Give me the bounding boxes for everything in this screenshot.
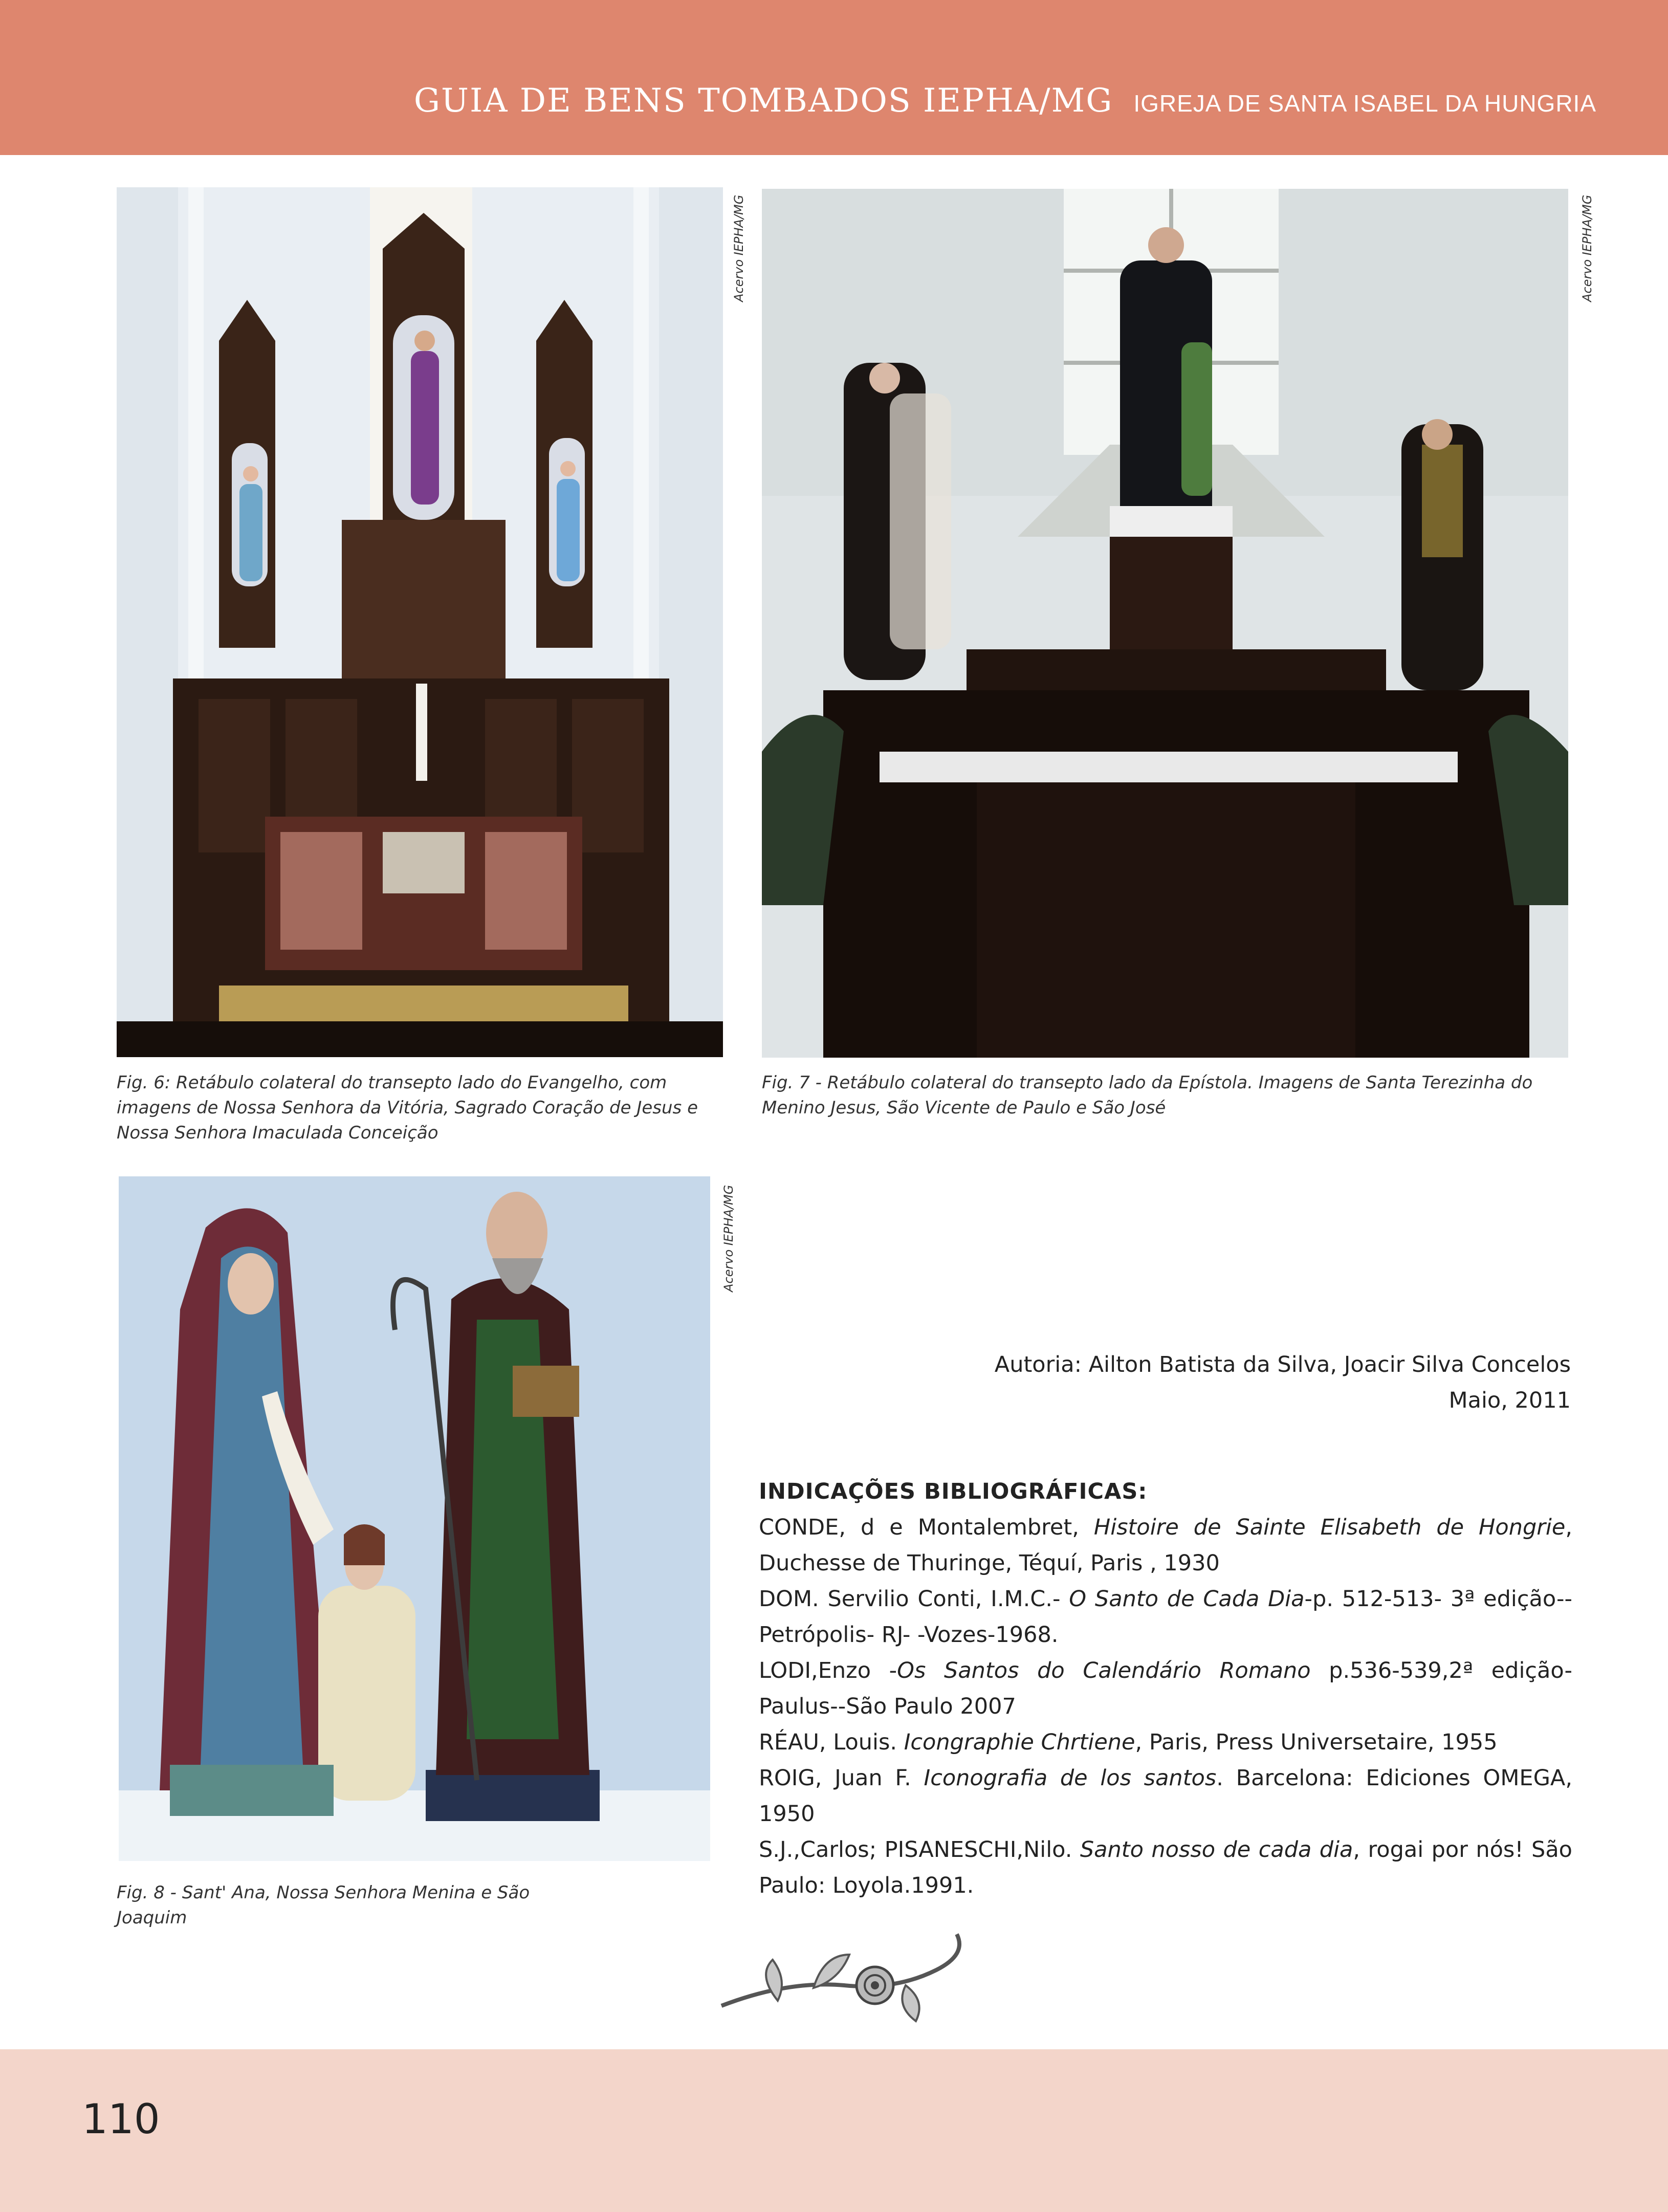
bibliography-heading: INDICAÇÕES BIBLIOGRÁFICAS: bbox=[759, 1479, 1148, 1504]
fig6-credit: Acervo IEPHA/MG bbox=[732, 194, 746, 302]
bibliography-entry: CONDE, d e Montalembret, Histoire de Sainte Elisabeth de Hongrie, Duchesse de Thuringe, Téquí, Paris , 1930 bbox=[759, 1515, 1572, 1576]
church-title: IGREJA DE SANTA ISABEL DA HUNGRIA bbox=[1133, 90, 1596, 117]
authorship-authors: Autoria: Ailton Batista da Silva, Joacir Silva Concelos bbox=[994, 1352, 1571, 1377]
fig8-photo bbox=[119, 1176, 710, 1861]
bibliography-entry: ROIG, Juan F. Iconografia de los santos. Barcelona: Ediciones OMEGA, 1950 bbox=[759, 1765, 1572, 1827]
authorship bbox=[995, 1347, 1571, 1418]
fig7-caption: Fig. 7 - Retábulo colateral do transepto lado da Epístola. Imagens de Santa Terezinha do Menino Jesus, São Vicente de Paulo e São José bbox=[762, 1072, 1533, 1118]
header-title bbox=[414, 82, 1596, 120]
fig8-credit: Acervo IEPHA/MG bbox=[721, 1185, 736, 1292]
bibliography-entry: RÉAU, Louis. Icongraphie Chrtiene, Paris, Press Universetaire, 1955 bbox=[759, 1729, 1498, 1755]
page-footer bbox=[0, 2049, 1668, 2212]
fig7-credit: Acervo IEPHA/MG bbox=[1580, 194, 1594, 302]
bibliography bbox=[759, 1474, 1572, 1903]
fig8-caption: Fig. 8 - Sant' Ana, Nossa Senhora Menina e São Joaquim bbox=[117, 1882, 530, 1928]
fig6-photo bbox=[117, 187, 723, 1057]
page-header bbox=[0, 0, 1668, 155]
fig6-caption: Fig. 6: Retábulo colateral do transepto lado do Evangelho, com imagens de Nossa Senhora da Vitória, Sagrado Coração de Jesus e Nossa Senhora Imaculada Conceição bbox=[117, 1072, 698, 1143]
guide-title: GUIA DE BENS TOMBADOS IEPHA/MG bbox=[413, 82, 1113, 120]
fig7-photo bbox=[762, 189, 1568, 1058]
bibliography-entry: S.J.,Carlos; PISANESCHI,Nilo. Santo nosso de cada dia, rogai por nós! São Paulo: Loyola.1991. bbox=[759, 1837, 1572, 1898]
authorship-date: Maio, 2011 bbox=[1448, 1388, 1571, 1413]
bibliography-entry: LODI,Enzo -Os Santos do Calendário Romano p.536-539,2ª edição- Paulus--São Paulo 2007 bbox=[759, 1658, 1573, 1719]
bibliography-entry: DOM. Servilio Conti, I.M.C.- O Santo de Cada Dia-p. 512-513- 3ª edição--Petrópolis- RJ- -Vozes-1968. bbox=[759, 1586, 1572, 1648]
rose-ornament-icon bbox=[711, 1924, 977, 2039]
page-number: 110 bbox=[82, 2095, 160, 2143]
